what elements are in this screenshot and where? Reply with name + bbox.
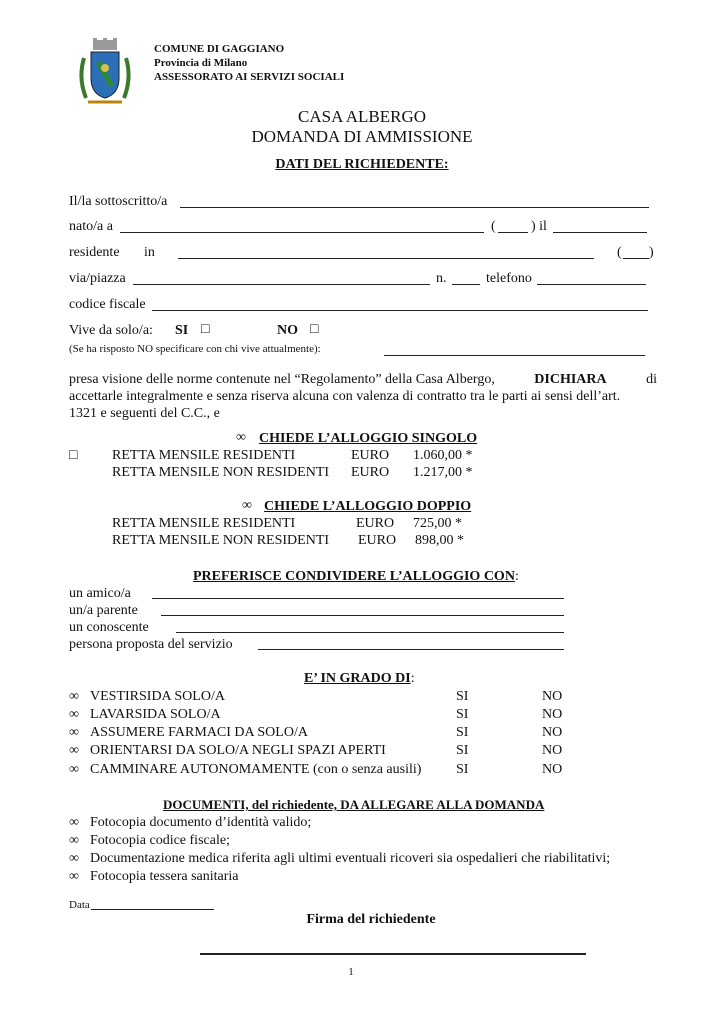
- option-persona-servizio[interactable]: persona proposta del servizio: [69, 637, 233, 652]
- doc-title: CASA ALBERGO: [298, 107, 426, 126]
- singolo-bullet: ∞: [236, 430, 246, 445]
- firma-label: Firma del richiedente: [306, 912, 436, 927]
- option-amico-field[interactable]: [152, 598, 564, 599]
- dichiara-text2: di: [646, 372, 657, 387]
- grado-si-camminare[interactable]: SI: [456, 762, 469, 777]
- numero-field[interactable]: [452, 284, 480, 285]
- prov-close-il: ) il: [531, 219, 547, 234]
- codice-fiscale-label: codice fiscale: [69, 297, 146, 312]
- grado-si-lavarsi[interactable]: SI: [456, 707, 469, 722]
- grado-heading-wrap: [304, 671, 415, 687]
- org-department: ASSESSORATO AI SERVIZI SOCIALI: [154, 71, 345, 83]
- codice-fiscale-field[interactable]: [152, 310, 648, 311]
- doppio-res-amount: 725,00 *: [413, 516, 462, 531]
- page-number: 1: [348, 966, 354, 978]
- singolo-res-currency: EURO: [351, 448, 390, 463]
- prov-field[interactable]: [498, 232, 528, 233]
- grado-si-farmaci[interactable]: SI: [456, 725, 469, 740]
- singolo-nonres-amount: 1.217,00 *: [413, 465, 473, 480]
- doppio-nonres-amount: 898,00 *: [415, 533, 464, 548]
- documenti-bullet: ∞: [69, 869, 79, 884]
- doppio-res-currency: EURO: [356, 516, 395, 531]
- doc-item-identita: Fotocopia documento d’identità valido;: [90, 815, 312, 830]
- vive-no-checkbox[interactable]: □: [310, 322, 319, 337]
- coat-of-arms-logo: [76, 38, 134, 106]
- prov2-field[interactable]: [623, 258, 649, 259]
- grado-heading: E’ IN GRADO DI: [304, 671, 411, 686]
- dichiara-line3: 1321 e seguenti del C.C., e: [69, 406, 220, 421]
- prov2-open: (: [617, 245, 622, 260]
- singolo-res-amount: 1.060,00 *: [413, 448, 473, 463]
- telefono-label: telefono: [486, 271, 532, 286]
- grado-bullet: ∞: [69, 762, 79, 777]
- grado-si-vestirsi[interactable]: SI: [456, 689, 469, 704]
- org-name: COMUNE DI GAGGIANO: [154, 43, 285, 55]
- grado-item-farmaci: ASSUMERE FARMACI DA SOLO/A: [90, 725, 308, 740]
- dichiara-bold: DICHIARA: [534, 372, 607, 387]
- grado-item-lavarsi: LAVARSIDA SOLO/A: [90, 707, 221, 722]
- numero-label: n.: [436, 271, 447, 286]
- section-title: DATI DEL RICHIEDENTE:: [275, 157, 449, 172]
- prov2-close: ): [649, 245, 654, 260]
- via-label: via/piazza: [69, 271, 126, 286]
- documenti-bullet: ∞: [69, 851, 79, 866]
- firma-field[interactable]: [200, 953, 586, 955]
- documenti-heading: DOCUMENTI, del richiedente, DA ALLEGARE ALLA DOMANDA: [163, 797, 545, 812]
- dichiara-line2: accettarle integralmente e senza riserva alcuna con valenza di contratto tra le parti ai sensi dell’art.: [69, 389, 621, 404]
- prov-open: (: [491, 219, 496, 234]
- data-field[interactable]: [91, 909, 214, 910]
- sottoscritto-field[interactable]: [180, 207, 649, 208]
- dichiara-text1: presa visione delle norme contenute nel “Regolamento” della Casa Albergo,: [69, 372, 495, 387]
- grado-no-lavarsi[interactable]: NO: [542, 707, 563, 722]
- vive-label: Vive da solo/a:: [69, 323, 153, 338]
- doc-subtitle: DOMANDA DI AMMISSIONE: [251, 127, 473, 146]
- grado-bullet: ∞: [69, 707, 79, 722]
- singolo-heading: CHIEDE L’ALLOGGIO SINGOLO: [259, 431, 478, 446]
- option-conoscente-field[interactable]: [176, 632, 564, 633]
- doc-item-tessera: Fotocopia tessera sanitaria: [90, 869, 239, 884]
- option-parente[interactable]: un/a parente: [69, 603, 138, 618]
- sottoscritto-label: Il/la sottoscritto/a: [69, 194, 168, 209]
- option-parente-field[interactable]: [161, 615, 564, 616]
- residenza-field[interactable]: [178, 258, 594, 259]
- grado-no-orientarsi[interactable]: NO: [542, 743, 563, 758]
- via-field[interactable]: [133, 284, 430, 285]
- singolo-nonres-label: RETTA MENSILE NON RESIDENTI: [112, 465, 330, 480]
- vive-no-label: NO: [277, 323, 298, 338]
- vive-note: (Se ha risposto NO specificare con chi vive attualmente):: [69, 343, 321, 355]
- grado-item-camminare: CAMMINARE AUTONOMAMENTE (con o senza ausili): [90, 762, 422, 777]
- date-birth-field[interactable]: [553, 232, 647, 233]
- org-province: Provincia di Milano: [154, 57, 248, 69]
- convivente-field[interactable]: [384, 355, 645, 356]
- grado-no-vestirsi[interactable]: NO: [542, 689, 563, 704]
- grado-bullet: ∞: [69, 743, 79, 758]
- vive-si-label: SI: [175, 323, 189, 338]
- doppio-bullet: ∞: [242, 498, 252, 513]
- grado-no-camminare[interactable]: NO: [542, 762, 563, 777]
- doppio-nonres-label: RETTA MENSILE NON RESIDENTI: [112, 533, 330, 548]
- in-label: in: [144, 245, 155, 260]
- doppio-nonres-currency: EURO: [358, 533, 397, 548]
- residente-label: residente: [69, 245, 120, 260]
- option-persona-servizio-field[interactable]: [258, 649, 564, 650]
- grado-colon: :: [410, 671, 415, 686]
- documenti-bullet: ∞: [69, 815, 79, 830]
- vive-si-checkbox[interactable]: □: [201, 322, 210, 337]
- grado-item-vestirsi: VESTIRSIDA SOLO/A: [90, 689, 225, 704]
- grado-si-orientarsi[interactable]: SI: [456, 743, 469, 758]
- singolo-res-label: RETTA MENSILE RESIDENTI: [112, 448, 296, 463]
- grado-item-orientarsi: ORIENTARSI DA SOLO/A NEGLI SPAZI APERTI: [90, 743, 386, 758]
- doppio-heading: CHIEDE L’ALLOGGIO DOPPIO: [264, 499, 472, 514]
- doc-item-codice-fiscale: Fotocopia codice fiscale;: [90, 833, 230, 848]
- doppio-res-label: RETTA MENSILE RESIDENTI: [112, 516, 296, 531]
- telefono-field[interactable]: [537, 284, 646, 285]
- doc-item-medica: Documentazione medica riferita agli ultimi eventuali ricoveri sia ospedalieri che riabilitativi;: [90, 851, 611, 866]
- nato-label: nato/a a: [69, 219, 113, 234]
- dichiara-line1: [69, 372, 657, 388]
- option-amico[interactable]: un amico/a: [69, 586, 131, 601]
- data-label: Data: [69, 899, 90, 911]
- singolo-nonres-currency: EURO: [351, 465, 390, 480]
- grado-bullet: ∞: [69, 725, 79, 740]
- preferisce-colon: :: [514, 569, 519, 584]
- option-conoscente[interactable]: un conoscente: [69, 620, 149, 635]
- documenti-bullet: ∞: [69, 833, 79, 848]
- nato-field[interactable]: [120, 232, 484, 233]
- grado-no-farmaci[interactable]: NO: [542, 725, 563, 740]
- grado-bullet: ∞: [69, 689, 79, 704]
- singolo-res-checkbox[interactable]: □: [69, 448, 78, 463]
- preferisce-heading: PREFERISCE CONDIVIDERE L’ALLOGGIO CON: [193, 569, 515, 584]
- preferisce-heading-wrap: [193, 569, 519, 585]
